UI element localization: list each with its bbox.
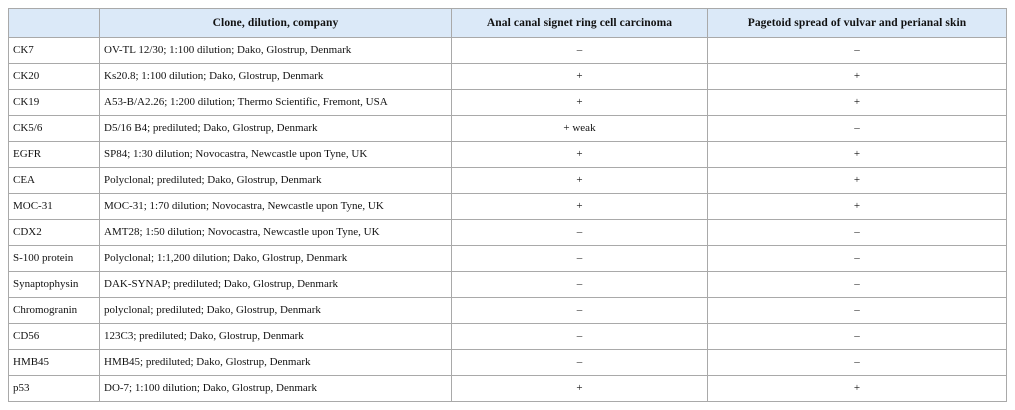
- pagetoid-result-cell: –: [708, 38, 1007, 64]
- clone-cell: Ks20.8; 1:100 dilution; Dako, Glostrup, Denmark: [100, 64, 452, 90]
- marker-cell: CK7: [9, 38, 100, 64]
- pagetoid-result-cell: +: [708, 194, 1007, 220]
- anal-canal-result-cell: –: [452, 272, 708, 298]
- header-anal-canal: Anal canal signet ring cell carcinoma: [452, 9, 708, 38]
- header-clone: Clone, dilution, company: [100, 9, 452, 38]
- anal-canal-result-cell: +: [452, 194, 708, 220]
- pagetoid-result-cell: –: [708, 350, 1007, 376]
- table-row: [9, 90, 1007, 116]
- anal-canal-result-cell: +: [452, 90, 708, 116]
- pagetoid-result-cell: +: [708, 168, 1007, 194]
- table-row: [9, 324, 1007, 350]
- clone-cell: polyclonal; prediluted; Dako, Glostrup, Denmark: [100, 298, 452, 324]
- anal-canal-result-cell: +: [452, 64, 708, 90]
- table-row: [9, 116, 1007, 142]
- clone-cell: SP84; 1:30 dilution; Novocastra, Newcastle upon Tyne, UK: [100, 142, 452, 168]
- table-row: [9, 272, 1007, 298]
- marker-cell: CEA: [9, 168, 100, 194]
- pagetoid-result-cell: +: [708, 64, 1007, 90]
- anal-canal-result-cell: +: [452, 376, 708, 402]
- table-row: [9, 376, 1007, 402]
- table-row: [9, 168, 1007, 194]
- clone-cell: DO-7; 1:100 dilution; Dako, Glostrup, Denmark: [100, 376, 452, 402]
- clone-cell: Polyclonal; prediluted; Dako, Glostrup, Denmark: [100, 168, 452, 194]
- clone-cell: DAK-SYNAP; prediluted; Dako, Glostrup, Denmark: [100, 272, 452, 298]
- clone-cell: HMB45; prediluted; Dako, Glostrup, Denmark: [100, 350, 452, 376]
- table-container: [8, 8, 1007, 402]
- table-row: [9, 246, 1007, 272]
- marker-cell: CDX2: [9, 220, 100, 246]
- pagetoid-result-cell: –: [708, 298, 1007, 324]
- pagetoid-result-cell: –: [708, 324, 1007, 350]
- anal-canal-result-cell: –: [452, 220, 708, 246]
- marker-cell: CK20: [9, 64, 100, 90]
- clone-cell: D5/16 B4; prediluted; Dako, Glostrup, Denmark: [100, 116, 452, 142]
- clone-cell: AMT28; 1:50 dilution; Novocastra, Newcastle upon Tyne, UK: [100, 220, 452, 246]
- pagetoid-result-cell: –: [708, 246, 1007, 272]
- table-row: [9, 220, 1007, 246]
- marker-cell: p53: [9, 376, 100, 402]
- anal-canal-result-cell: +: [452, 168, 708, 194]
- table-row: [9, 350, 1007, 376]
- table-row: [9, 64, 1007, 90]
- marker-cell: CK19: [9, 90, 100, 116]
- anal-canal-result-cell: –: [452, 350, 708, 376]
- pagetoid-result-cell: +: [708, 90, 1007, 116]
- pagetoid-result-cell: –: [708, 220, 1007, 246]
- header-blank: [9, 9, 100, 38]
- table-row: [9, 142, 1007, 168]
- header-row: [9, 9, 1007, 38]
- clone-cell: 123C3; prediluted; Dako, Glostrup, Denmark: [100, 324, 452, 350]
- anal-canal-result-cell: + weak: [452, 116, 708, 142]
- clone-cell: A53-B/A2.26; 1:200 dilution; Thermo Scientific, Fremont, USA: [100, 90, 452, 116]
- anal-canal-result-cell: –: [452, 298, 708, 324]
- pagetoid-result-cell: –: [708, 272, 1007, 298]
- anal-canal-result-cell: –: [452, 324, 708, 350]
- marker-cell: MOC-31: [9, 194, 100, 220]
- pagetoid-result-cell: +: [708, 376, 1007, 402]
- antibody-table: [8, 8, 1007, 402]
- marker-cell: CK5/6: [9, 116, 100, 142]
- marker-cell: Synaptophysin: [9, 272, 100, 298]
- marker-cell: CD56: [9, 324, 100, 350]
- clone-cell: MOC-31; 1:70 dilution; Novocastra, Newcastle upon Tyne, UK: [100, 194, 452, 220]
- marker-cell: S-100 protein: [9, 246, 100, 272]
- table-row: [9, 298, 1007, 324]
- table-row: [9, 38, 1007, 64]
- header-pagetoid: Pagetoid spread of vulvar and perianal skin: [708, 9, 1007, 38]
- pagetoid-result-cell: –: [708, 116, 1007, 142]
- anal-canal-result-cell: –: [452, 38, 708, 64]
- anal-canal-result-cell: –: [452, 246, 708, 272]
- table-row: [9, 194, 1007, 220]
- pagetoid-result-cell: +: [708, 142, 1007, 168]
- clone-cell: OV-TL 12/30; 1:100 dilution; Dako, Glostrup, Denmark: [100, 38, 452, 64]
- table-body: [9, 38, 1007, 402]
- clone-cell: Polyclonal; 1:1,200 dilution; Dako, Glostrup, Denmark: [100, 246, 452, 272]
- marker-cell: Chromogranin: [9, 298, 100, 324]
- marker-cell: HMB45: [9, 350, 100, 376]
- marker-cell: EGFR: [9, 142, 100, 168]
- anal-canal-result-cell: +: [452, 142, 708, 168]
